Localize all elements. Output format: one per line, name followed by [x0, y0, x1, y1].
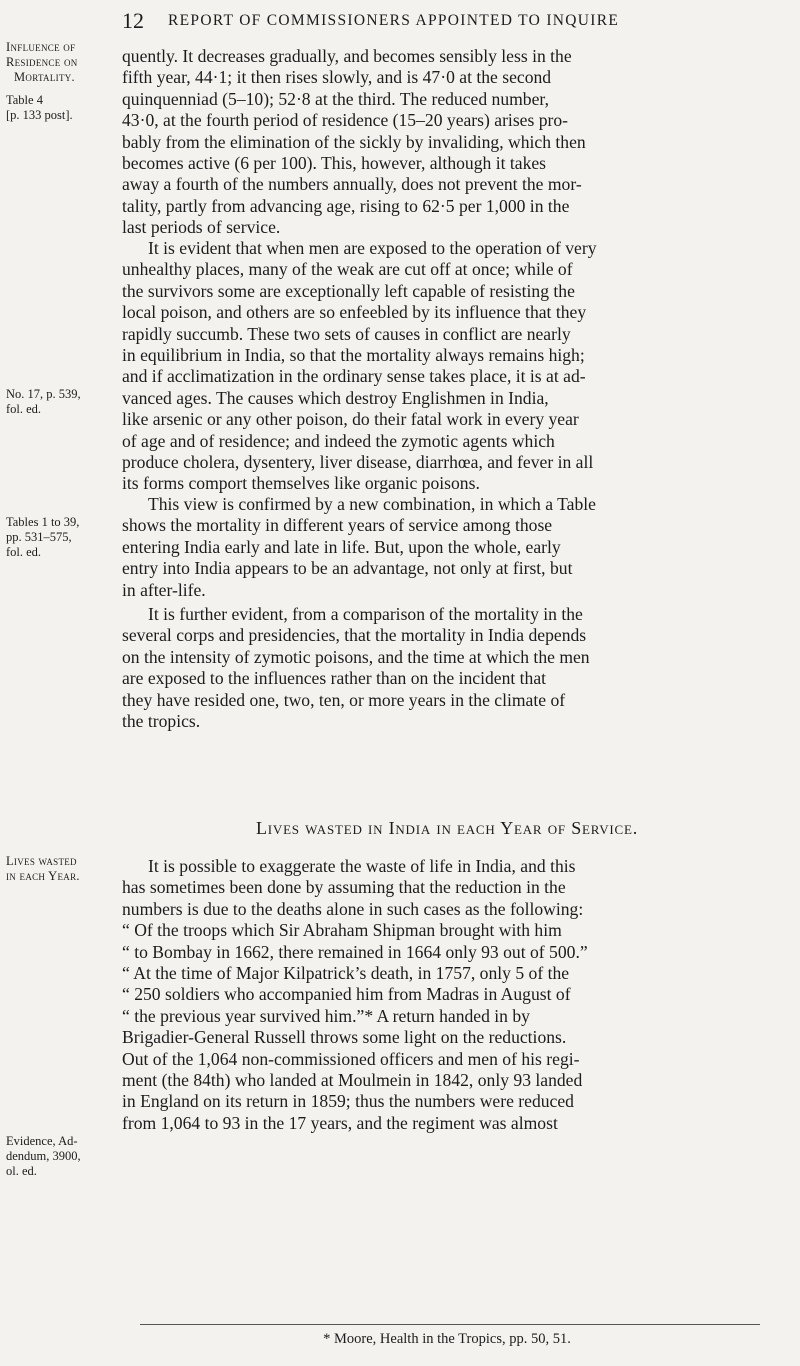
- text-line: “ to Bombay in 1662, there remained in 1664 only 93 out of 500.”: [122, 941, 588, 962]
- text-line: away a fourth of the numbers annually, does not prevent the mor-: [122, 174, 582, 195]
- text-line: last periods of service.: [122, 217, 281, 238]
- text-line: quinquenniad (5–10); 52·8 at the third. The reduced number,: [122, 88, 549, 109]
- page-number: 12: [122, 8, 144, 33]
- text-line: in after-life.: [122, 579, 206, 600]
- text-line: “ 250 soldiers who accompanied him from Madras in August of: [122, 984, 571, 1005]
- text-line: produce cholera, dysentery, liver disease, diarrhœa, and fever in all: [122, 452, 594, 473]
- text-line: This view is confirmed by a new combination, in which a Table: [148, 494, 596, 514]
- text-line: shows the mortality in different years of service among those: [122, 515, 553, 536]
- margin-note-line: ol. ed.: [6, 1164, 37, 1178]
- running-title: REPORT OF COMMISSIONERS APPOINTED TO INQUIRE: [168, 12, 620, 29]
- text-line: entry into India appears to be an advantage, not only at first, but: [122, 558, 573, 579]
- text-line: of age and of residence; and indeed the zymotic agents which: [122, 430, 555, 451]
- text-line: from 1,064 to 93 in the 17 years, and the regiment was almost: [122, 1112, 558, 1133]
- page-header: [0, 8, 800, 38]
- text-line: becomes active (6 per 100). This, however, although it takes: [122, 153, 547, 174]
- text-line: quently. It decreases gradually, and becomes sensibly less in the: [122, 46, 572, 66]
- margin-note-line: [p. 133 post].: [6, 108, 73, 122]
- text-line: tality, partly from advancing age, rising to 62·5 per 1,000 in the: [122, 195, 570, 216]
- text-line: vanced ages. The causes which destroy Englishmen in India,: [122, 387, 549, 408]
- text-line: its forms comport themselves like organic poisons.: [122, 473, 480, 494]
- margin-note-tables: [6, 515, 116, 560]
- text-line: unhealthy places, many of the weak are cut off at once; while of: [122, 259, 573, 280]
- text-line: fifth year, 44·1; it then rises slowly, and is 47·0 at the second: [122, 67, 552, 88]
- text-line: the survivors some are exceptionally left capable of resisting the: [122, 280, 575, 301]
- text-line: It is further evident, from a comparison of the mortality in the: [148, 604, 583, 624]
- margin-note-line: Table 4: [6, 93, 43, 107]
- text-line: in England on its return in 1859; thus the numbers were reduced: [122, 1091, 574, 1112]
- text-line: the tropics.: [122, 711, 201, 732]
- text-line: bably from the elimination of the sickly by invaliding, which then: [122, 131, 586, 152]
- text-line: It is evident that when men are exposed to the operation of very: [148, 238, 597, 258]
- footnote-rule: [140, 1324, 760, 1325]
- margin-note-line: Evidence, Ad-: [6, 1134, 78, 1148]
- margin-note-line: Influence of: [6, 40, 76, 54]
- text-line: 43·0, at the fourth period of residence (15–20 years) arises pro-: [122, 110, 569, 131]
- margin-note-evidence: [6, 1134, 116, 1179]
- margin-note-line: Lives wasted: [6, 854, 77, 868]
- margin-note-line: in each Year.: [6, 869, 80, 883]
- text-line: ment (the 84th) who landed at Moulmein in 1842, only 93 landed: [122, 1070, 583, 1091]
- margin-note-line: dendum, 3900,: [6, 1149, 81, 1163]
- margin-note-table4: [6, 93, 116, 123]
- text-line: several corps and presidencies, that the mortality in India depends: [122, 625, 587, 646]
- text-line: in equilibrium in India, so that the mortality always remains high;: [122, 345, 585, 366]
- margin-note-no17: [6, 387, 116, 417]
- text-line: numbers is due to the deaths alone in such cases as the following:: [122, 898, 584, 919]
- paragraph-4: [122, 604, 772, 732]
- text-line: Brigadier-General Russell throws some light on the reductions.: [122, 1027, 567, 1048]
- text-line: It is possible to exaggerate the waste of life in India, and this: [148, 856, 576, 876]
- margin-note-line: Residence on: [6, 55, 78, 69]
- text-line: “ the previous year survived him.”* A return handed in by: [122, 1005, 530, 1026]
- margin-note-line: pp. 531–575,: [6, 530, 72, 544]
- margin-note-line: fol. ed.: [6, 402, 42, 416]
- text-line: and if acclimatization in the ordinary sense takes place, it is at ad-: [122, 366, 586, 387]
- margin-note-line: No. 17, p. 539,: [6, 387, 81, 401]
- paragraph-5: [122, 856, 772, 1134]
- text-line: local poison, and others are so enfeebled by its influence that they: [122, 302, 587, 323]
- text-line: like arsenic or any other poison, do their fatal work in every year: [122, 409, 579, 430]
- text-line: “ Of the troops which Sir Abraham Shipman brought with him: [122, 920, 562, 941]
- text-line: Out of the 1,064 non-commissioned officers and men of his regi-: [122, 1048, 580, 1069]
- text-line: rapidly succumb. These two sets of causes in conflict are nearly: [122, 323, 571, 344]
- section-heading: Lives wasted in India in each Year of Service.: [255, 818, 639, 838]
- margin-note-line: fol. ed.: [6, 545, 42, 559]
- paragraph-2: [122, 238, 772, 495]
- footnote: * Moore, Health in the Tropics, pp. 50, 51.: [323, 1331, 571, 1347]
- paragraph-1: [122, 46, 772, 239]
- text-line: are exposed to the influences rather than on the incident that: [122, 668, 547, 689]
- margin-note-influence: [6, 40, 116, 85]
- text-line: has sometimes been done by assuming that the reduction in the: [122, 877, 566, 898]
- text-line: entering India early and late in life. But, upon the whole, early: [122, 536, 561, 557]
- margin-note-line: Mortality.: [14, 70, 75, 84]
- text-line: they have resided one, two, ten, or more years in the climate of: [122, 689, 566, 710]
- text-line: “ At the time of Major Kilpatrick’s death, in 1757, only 5 of the: [122, 963, 570, 984]
- text-line: on the intensity of zymotic poisons, and the time at which the men: [122, 646, 590, 667]
- paragraph-3: [122, 494, 772, 601]
- margin-note-line: Tables 1 to 39,: [6, 515, 80, 529]
- margin-note-lives: [6, 854, 116, 884]
